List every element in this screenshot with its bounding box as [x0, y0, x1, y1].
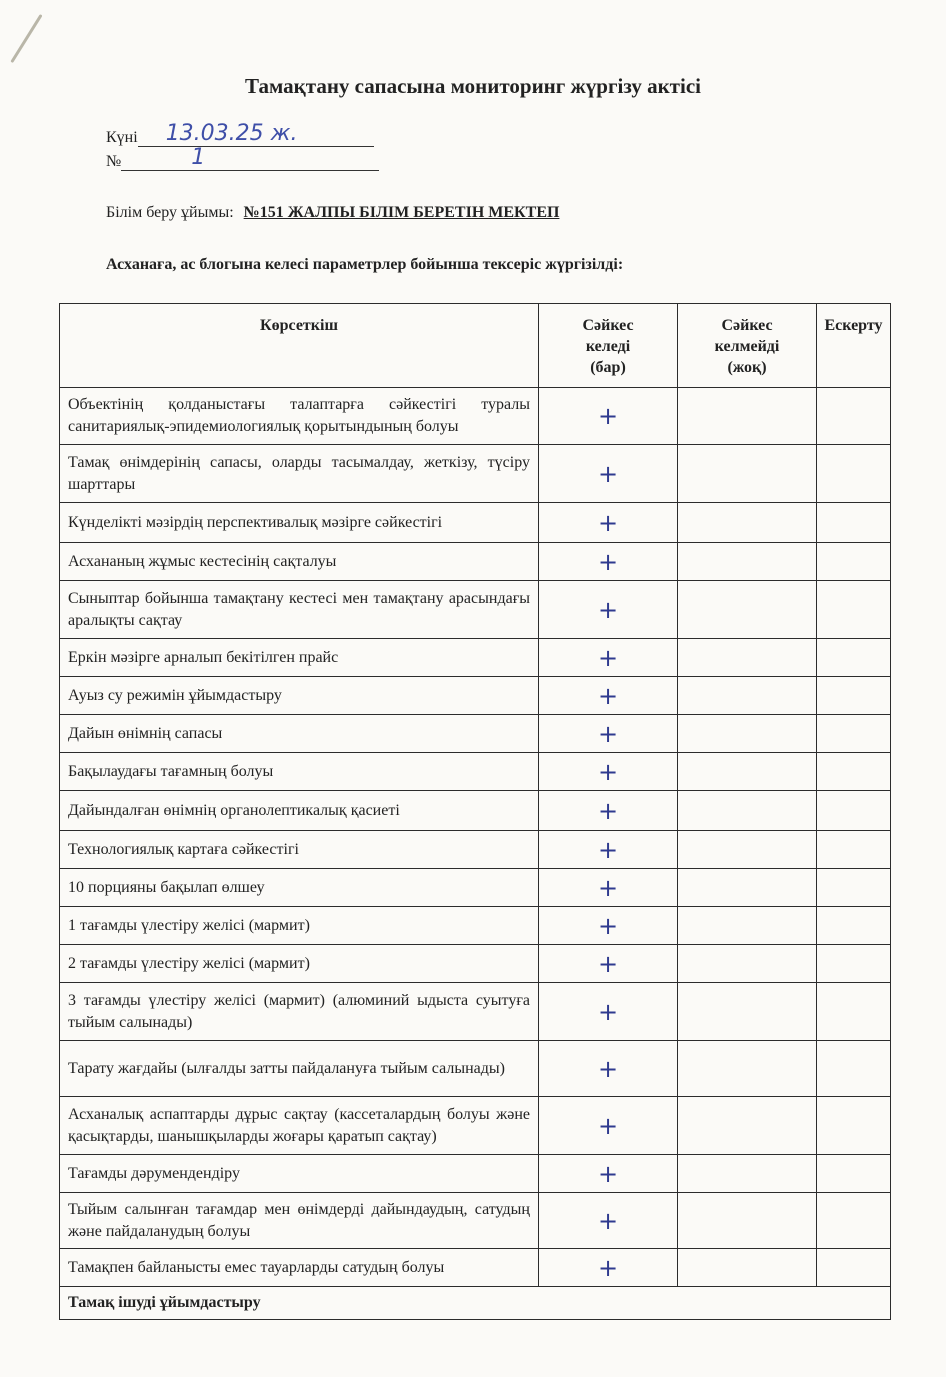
table-row — [60, 831, 891, 869]
table-row — [60, 753, 891, 791]
complies-cell[interactable]: + — [539, 791, 678, 831]
not-complies-cell[interactable] — [678, 945, 817, 983]
note-cell[interactable] — [817, 753, 891, 791]
complies-cell[interactable]: + — [539, 639, 678, 677]
table-row — [60, 1193, 891, 1249]
table-row — [60, 503, 891, 543]
note-cell[interactable] — [817, 1249, 891, 1287]
complies-cell[interactable]: + — [539, 1249, 678, 1287]
number-line — [106, 145, 379, 171]
table-row — [60, 869, 891, 907]
complies-cell[interactable]: + — [539, 869, 678, 907]
indicator-cell: Тамақпен байланысты емес тауарларды сатудың болуы — [60, 1249, 539, 1287]
date-field[interactable] — [138, 121, 374, 147]
note-cell[interactable] — [817, 945, 891, 983]
header-indicator: Көрсеткіш — [60, 304, 539, 388]
not-complies-cell[interactable] — [678, 445, 817, 503]
indicator-cell: Тарату жағдайы (ылғалды затты пайдалануға тыйым салынады) — [60, 1041, 539, 1097]
monitoring-table — [59, 303, 891, 1320]
date-value: 13.03.25 ж. — [165, 121, 298, 146]
header-complies-label: Сәйкес келеді (бар) — [582, 317, 634, 376]
note-cell[interactable] — [817, 983, 891, 1041]
table-row — [60, 1155, 891, 1193]
not-complies-cell[interactable] — [678, 907, 817, 945]
indicator-cell: Асханалық аспаптарды дұрыс сақтау (кассеталардың болуы және қасықтарды, шанышқыларды жоғары қаратып сақтау) — [60, 1097, 539, 1155]
indicator-cell: Еркін мәзірге арналып бекітілген прайс — [60, 639, 539, 677]
intro-text: Асханаға, ас блогына келесі параметрлер бойынша тексеріс жүргізілді: — [106, 256, 624, 273]
table-row — [60, 1249, 891, 1287]
note-cell[interactable] — [817, 1193, 891, 1249]
not-complies-cell[interactable] — [678, 753, 817, 791]
complies-cell[interactable]: + — [539, 503, 678, 543]
table-row — [60, 388, 891, 445]
indicator-cell: 3 тағамды үлестіру желісі (мармит) (алюминий ыдыста суытуға тыйым салынады) — [60, 983, 539, 1041]
not-complies-cell[interactable] — [678, 639, 817, 677]
note-cell[interactable] — [817, 831, 891, 869]
complies-cell[interactable]: + — [539, 831, 678, 869]
document-title: Тамақтану сапасына мониторинг жүргізу актісі — [245, 74, 701, 98]
org-label: Білім беру ұйымы: — [106, 204, 234, 221]
not-complies-cell[interactable] — [678, 503, 817, 543]
indicator-cell: 1 тағамды үлестіру желісі (мармит) — [60, 907, 539, 945]
complies-cell[interactable]: + — [539, 677, 678, 715]
table-row — [60, 543, 891, 581]
complies-cell[interactable]: + — [539, 1041, 678, 1097]
complies-cell[interactable]: + — [539, 907, 678, 945]
table-row — [60, 1097, 891, 1155]
section-title: Тамақ ішуді ұйымдастыру — [60, 1287, 891, 1320]
note-cell[interactable] — [817, 677, 891, 715]
table-row — [60, 715, 891, 753]
note-cell[interactable] — [817, 445, 891, 503]
not-complies-cell[interactable] — [678, 388, 817, 445]
complies-cell[interactable]: + — [539, 1097, 678, 1155]
staple-mark — [10, 14, 42, 63]
indicator-cell: 2 тағамды үлестіру желісі (мармит) — [60, 945, 539, 983]
number-value: 1 — [191, 145, 206, 170]
note-cell[interactable] — [817, 907, 891, 945]
indicator-cell: Тыйым салынған тағамдар мен өнімдерді дайындаудың, сатудың және пайдаланудың болуы — [60, 1193, 539, 1249]
table-row — [60, 639, 891, 677]
number-field[interactable] — [121, 145, 379, 171]
note-cell[interactable] — [817, 1097, 891, 1155]
indicator-cell: Бақылаудағы тағамның болуы — [60, 753, 539, 791]
complies-cell[interactable]: + — [539, 388, 678, 445]
not-complies-cell[interactable] — [678, 677, 817, 715]
section-row — [60, 1287, 891, 1320]
indicator-cell: Дайын өнімнің сапасы — [60, 715, 539, 753]
not-complies-cell[interactable] — [678, 1097, 817, 1155]
table-header-row — [60, 304, 891, 388]
complies-cell[interactable]: + — [539, 445, 678, 503]
note-cell[interactable] — [817, 1041, 891, 1097]
complies-cell[interactable]: + — [539, 983, 678, 1041]
note-cell[interactable] — [817, 503, 891, 543]
not-complies-cell[interactable] — [678, 869, 817, 907]
not-complies-cell[interactable] — [678, 1155, 817, 1193]
not-complies-cell[interactable] — [678, 831, 817, 869]
header-not-complies — [678, 304, 817, 388]
organization-line — [106, 204, 559, 222]
table-row — [60, 1041, 891, 1097]
complies-cell[interactable]: + — [539, 1155, 678, 1193]
indicator-cell: Технологиялық картаға сәйкестігі — [60, 831, 539, 869]
table-row — [60, 983, 891, 1041]
note-cell[interactable] — [817, 715, 891, 753]
table-row — [60, 677, 891, 715]
not-complies-cell[interactable] — [678, 791, 817, 831]
note-cell[interactable] — [817, 388, 891, 445]
not-complies-cell[interactable] — [678, 1041, 817, 1097]
indicator-cell: Дайындалған өнімнің органолептикалық қасиеті — [60, 791, 539, 831]
not-complies-cell[interactable] — [678, 1193, 817, 1249]
complies-cell[interactable]: + — [539, 581, 678, 639]
not-complies-cell[interactable] — [678, 543, 817, 581]
header-not-complies-label: Сәйкес келмейді (жоқ) — [714, 317, 780, 376]
note-cell[interactable] — [817, 791, 891, 831]
not-complies-cell[interactable] — [678, 983, 817, 1041]
not-complies-cell[interactable] — [678, 715, 817, 753]
indicator-cell: 10 порцияны бақылап өлшеу — [60, 869, 539, 907]
table-row — [60, 945, 891, 983]
note-cell[interactable] — [817, 639, 891, 677]
indicator-cell: Тамақ өнімдерінің сапасы, оларды тасымалдау, жеткізу, түсіру шарттары — [60, 445, 539, 503]
table-row — [60, 445, 891, 503]
not-complies-cell[interactable] — [678, 1249, 817, 1287]
header-note: Ескерту — [817, 304, 891, 388]
note-cell[interactable] — [817, 1155, 891, 1193]
indicator-cell: Ауыз су режимін ұйымдастыру — [60, 677, 539, 715]
note-cell[interactable] — [817, 581, 891, 639]
table-row — [60, 791, 891, 831]
complies-cell[interactable]: + — [539, 753, 678, 791]
note-cell[interactable] — [817, 869, 891, 907]
complies-cell[interactable]: + — [539, 715, 678, 753]
number-label: № — [106, 153, 122, 170]
indicator-cell: Асхананың жұмыс кестесінің сақталуы — [60, 543, 539, 581]
table-row — [60, 581, 891, 639]
org-value: №151 ЖАЛПЫ БІЛІМ БЕРЕТІН МЕКТЕП — [243, 204, 560, 221]
not-complies-cell[interactable] — [678, 581, 817, 639]
complies-cell[interactable]: + — [539, 945, 678, 983]
table-row — [60, 907, 891, 945]
indicator-cell: Тағамды дәрумендендіру — [60, 1155, 539, 1193]
complies-cell[interactable]: + — [539, 1193, 678, 1249]
header-complies — [539, 304, 678, 388]
indicator-cell: Сыныптар бойынша тамақтану кестесі мен тамақтану арасындағы аралықты сақтау — [60, 581, 539, 639]
complies-cell[interactable]: + — [539, 543, 678, 581]
indicator-cell: Күнделікті мәзірдің перспективалық мәзірге сәйкестігі — [60, 503, 539, 543]
date-label: Күні — [106, 129, 138, 146]
indicator-cell: Объектінің қолданыстағы талаптарға сәйкестігі туралы санитариялық-эпидемиологиялық қорытындының болуы — [60, 388, 539, 445]
note-cell[interactable] — [817, 543, 891, 581]
date-line — [106, 121, 374, 147]
